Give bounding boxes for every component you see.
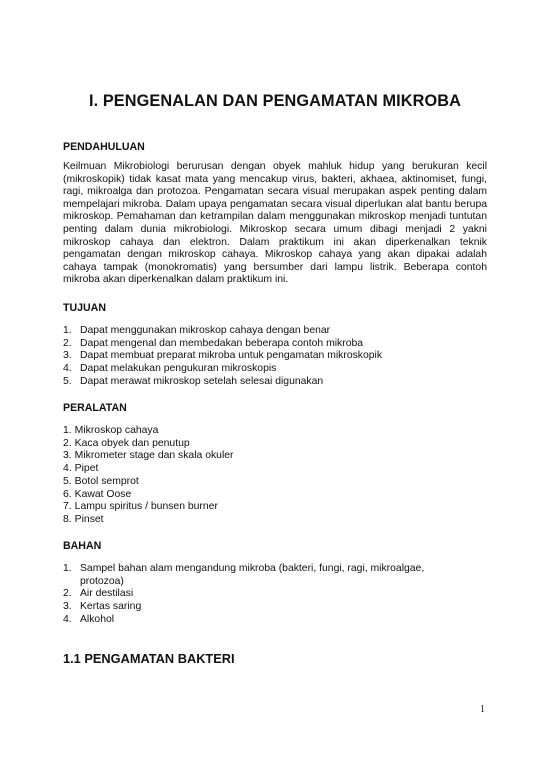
document-title: I. PENGENALAN DAN PENGAMATAN MIKROBA <box>88 92 462 110</box>
list-item: 8. Pinset <box>63 513 104 525</box>
list-item: 3. Kertas saring <box>63 601 142 613</box>
bahan-list <box>63 563 463 627</box>
heading-tujuan: TUJUAN <box>63 302 106 314</box>
list-item: 3. Mikrometer stage dan skala okuler <box>63 450 234 462</box>
list-item: 7. Lampu spiritus / bunsen burner <box>63 501 218 513</box>
list-item: 2. Air destilasi <box>63 588 134 600</box>
pendahuluan-paragraph: Keilmuan Mikrobiologi berurusan dengan obyek mahluk hidup yang berukuran kecil (mikroskopik) tidak kasat mata yang mencakup virus, bakteri, akhaea, aktinomiset, fungi, ragi, mikroalga dan protozoa. Pengamatan secara visual merupakan aspek penting dalam mempelajari mikroba. Dalam upaya pengamatan secara visual diperlukan alat bantu berupa mikroskop. Pemahaman dan ketrampilan dalam menggunakan mikroskop menjadi tuntutan penting dalam dunia mikrobiologi. Mikroskop secara umum dibagi menjadi 2 yakni mikroskop cahaya dan elektron. Dalam praktikum ini akan diperkenalkan teknik pengamatan dengan mikroskop cahaya. Mikroskop cahaya yang akan dipakai adalah cahaya tampak (monokromatis) yang bersumber dari lampu listrik. Beberapa contoh mikroba akan diperkenalkan dalam praktikum ini. <box>63 161 487 286</box>
list-item: 1. Dapat menggunakan mikroskop cahaya dengan benar <box>63 325 331 336</box>
list-item: 4. Pipet <box>63 463 99 475</box>
section-heading-pengamatan-bakteri: 1.1 PENGAMATAN BAKTERI <box>63 651 235 666</box>
heading-pendahuluan: PENDAHULUAN <box>63 141 145 153</box>
list-item: 4. Dapat melakukan pengukuran mikroskopis <box>63 363 277 375</box>
list-item: 6. Kawat Oose <box>63 488 132 500</box>
list-item: 2. Dapat mengenal dan membedakan beberapa contoh mikroba <box>63 337 364 349</box>
list-item: 5. Botol semprot <box>63 475 139 487</box>
page-number: 1 <box>480 704 485 715</box>
tujuan-list <box>63 325 493 389</box>
heading-bahan: BAHAN <box>63 540 102 552</box>
heading-peralatan: PERALATAN <box>63 402 127 414</box>
list-item: 2. Kaca obyek dan penutup <box>63 437 190 449</box>
list-item: 1. Mikroskop cahaya <box>63 425 159 436</box>
list-item: 4. Alkohol <box>63 613 115 625</box>
list-item: 3. Dapat membuat preparat mikroba untuk pengamatan mikroskopik <box>63 350 383 362</box>
list-item: 5. Dapat merawat mikroskop setelah selesai digunakan <box>63 375 324 387</box>
peralatan-list <box>63 425 493 527</box>
list-item: 1. Sampel bahan alam mengandung mikroba (bakteri, fungi, ragi, mikroalgae, protozoa) <box>63 563 425 587</box>
